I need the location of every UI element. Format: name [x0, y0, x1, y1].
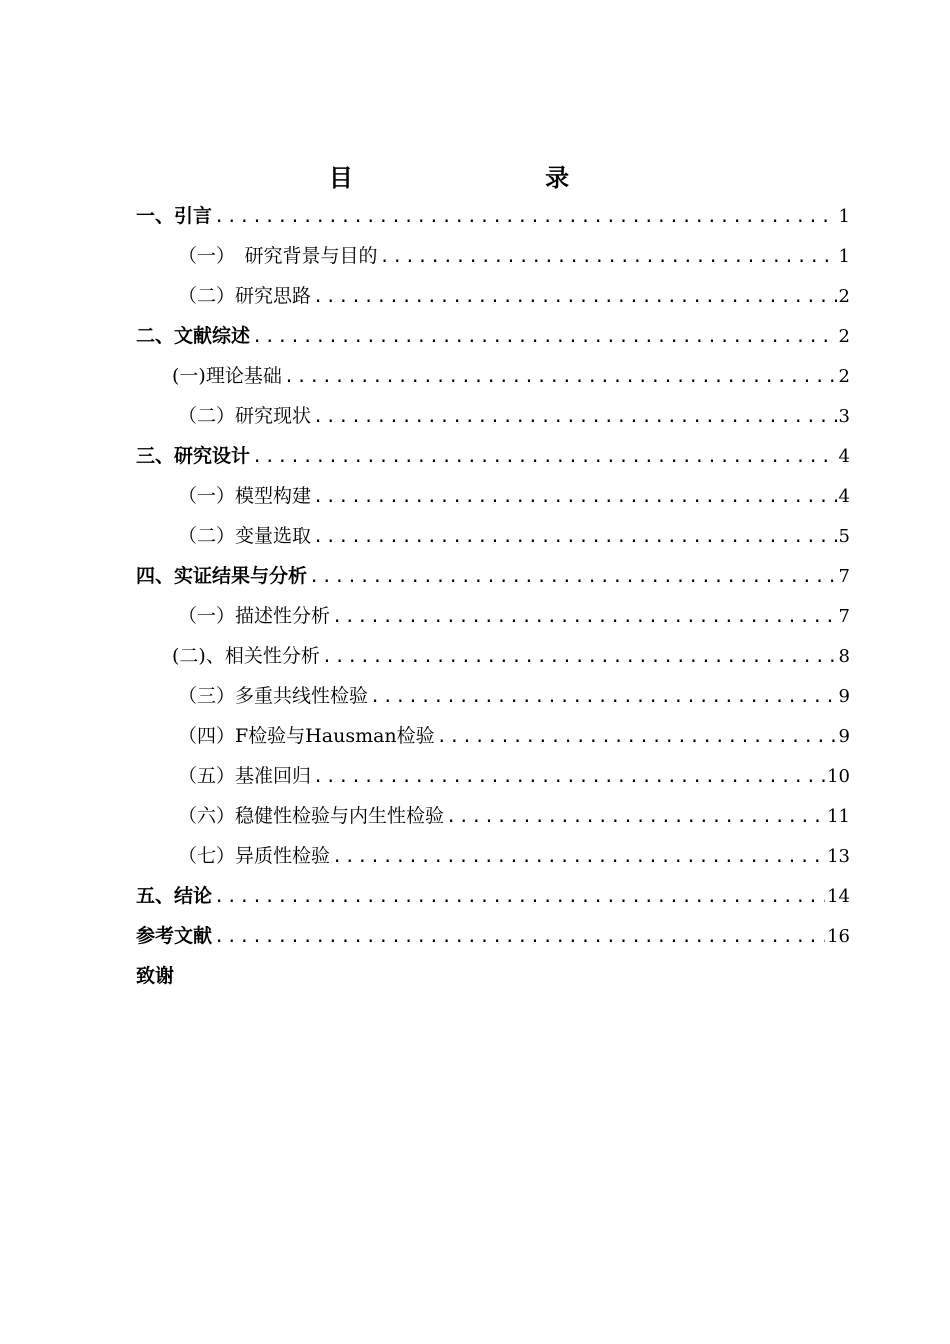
toc-entry-label: 三、研究设计	[136, 445, 251, 467]
dot-leader	[322, 637, 837, 677]
toc-entry-label: （二）研究思路	[178, 285, 312, 307]
dot-leader	[252, 437, 837, 477]
toc-entry-page: 9	[838, 726, 850, 747]
toc-entry-label: 四、实证结果与分析	[136, 565, 308, 587]
dot-leader	[437, 717, 837, 757]
toc-entry-page: 14	[827, 886, 850, 907]
toc-entry[interactable]	[136, 196, 850, 236]
toc-entry-page: 9	[838, 686, 850, 707]
toc-entry-label: （五）基准回归	[178, 765, 312, 787]
toc-entry-label: （二）研究现状	[178, 405, 312, 427]
dot-leader	[214, 877, 825, 917]
toc-entry-label: （一）描述性分析	[178, 605, 331, 627]
toc-entry[interactable]	[136, 516, 850, 556]
dot-leader	[313, 277, 837, 317]
toc-entry-page: 10	[827, 766, 850, 787]
dot-leader	[370, 677, 837, 717]
dot-leader	[446, 797, 825, 837]
dot-leader	[309, 557, 837, 597]
toc-entry-page: 3	[838, 406, 850, 427]
toc-entry-label: (二)、相关性分析	[172, 645, 320, 667]
dot-leader	[313, 477, 837, 517]
toc-entry-page: 1	[838, 206, 850, 227]
toc-entry-label: （七）异质性检验	[178, 845, 331, 867]
toc-entry[interactable]	[136, 836, 850, 876]
toc-entry-label: （六）稳健性检验与内生性检验	[178, 805, 445, 827]
toc-entry[interactable]	[136, 916, 850, 956]
toc-entry[interactable]	[136, 596, 850, 636]
toc-entry-page: 1	[838, 246, 850, 267]
toc-title: 目 录	[328, 164, 662, 192]
toc-entry-label: （一）模型构建	[178, 485, 312, 507]
dot-leader	[252, 317, 837, 357]
toc-entry[interactable]	[136, 356, 850, 396]
toc-entry-label: 致谢	[136, 965, 175, 987]
table-of-contents	[136, 196, 850, 996]
toc-entry-label: （三）多重共线性检验	[178, 685, 369, 707]
toc-entry[interactable]	[136, 316, 850, 356]
toc-entry[interactable]	[136, 756, 850, 796]
toc-entry-page: 11	[827, 806, 850, 827]
toc-entry[interactable]	[136, 676, 850, 716]
toc-entry-label: 二、文献综述	[136, 325, 251, 347]
dot-leader	[332, 837, 825, 877]
toc-entry-label: 参考文献	[136, 925, 213, 947]
toc-entry[interactable]	[136, 476, 850, 516]
toc-entry-page: 4	[838, 486, 850, 507]
dot-leader	[380, 237, 837, 277]
dot-leader	[313, 757, 825, 797]
toc-entry[interactable]	[136, 796, 850, 836]
toc-entry-page: 13	[827, 846, 850, 867]
toc-entry-page: 5	[838, 526, 850, 547]
toc-entry-page: 8	[838, 646, 850, 667]
toc-entry[interactable]	[136, 236, 850, 276]
toc-entry-page: 7	[838, 566, 850, 587]
toc-entry-page: 7	[838, 606, 850, 627]
toc-entry[interactable]	[136, 556, 850, 596]
toc-entry-page: 2	[838, 366, 850, 387]
dot-leader	[313, 397, 837, 437]
toc-entry[interactable]	[136, 716, 850, 756]
dot-leader	[284, 357, 837, 397]
toc-entry-label: （二）变量选取	[178, 525, 312, 547]
toc-entry[interactable]	[136, 396, 850, 436]
dot-leader	[214, 917, 825, 957]
toc-entry-label: 一、引言	[136, 205, 213, 227]
toc-entry[interactable]	[136, 956, 850, 996]
toc-entry-page: 2	[838, 326, 850, 347]
dot-leader	[313, 517, 837, 557]
dot-leader	[332, 597, 837, 637]
toc-entry-label: （四）F检验与Hausman检验	[178, 725, 435, 747]
toc-entry-page: 16	[827, 926, 850, 947]
toc-entry-label: 五、结论	[136, 885, 213, 907]
toc-entry-page: 2	[838, 286, 850, 307]
toc-entry[interactable]	[136, 876, 850, 916]
toc-entry-label: (一)理论基础	[172, 365, 282, 387]
toc-entry[interactable]	[136, 276, 850, 316]
dot-leader	[214, 197, 837, 237]
toc-entry-page: 4	[838, 446, 850, 467]
toc-entry[interactable]	[136, 436, 850, 476]
toc-entry[interactable]	[136, 636, 850, 676]
toc-entry-label: （一） 研究背景与目的	[178, 245, 378, 267]
